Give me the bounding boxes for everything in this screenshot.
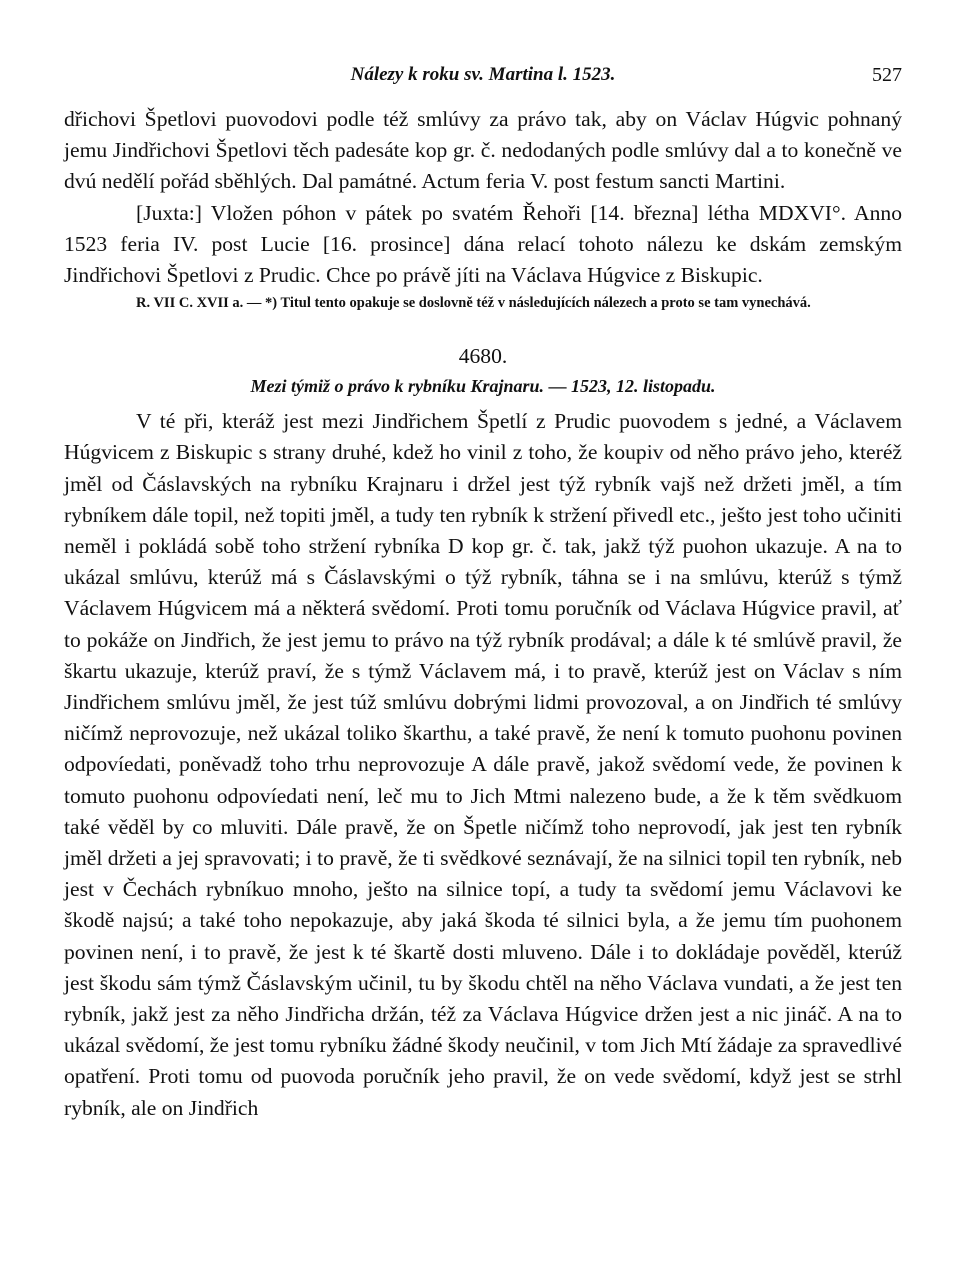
footnote: R. VII C. XVII a. — *) Titul tento opakuje se doslovně též v následujících nálezech a proto se tam vynechává. — [136, 295, 811, 312]
entry-heading — [64, 372, 902, 400]
running-header — [64, 58, 902, 92]
entry-date: 1523, 12. listopadu. — [571, 376, 716, 397]
archival-note: [Juxta:] Vložen póhon v pátek po svatém Řehoři [14. března] létha MDXVI°. Anno 1523 feria IV. post Lucie [16. prosince] dána relací tohoto nálezu ke dskám zemským Jindřichovi Špetlovi z Prudic. Chce po právě jíti na Václava Húgvice z Biskupic. — [64, 200, 902, 288]
entry-title: Mezi týmiž o právo k rybníku Krajnaru. — [250, 376, 544, 397]
running-title: Nálezy k roku sv. Martina l. 1523. — [350, 64, 616, 85]
document-page — [64, 58, 902, 1258]
continuation-paragraph: dřichovi Špetlovi puovodovi podle též smlúvy za právo tak, aby on Václav Húgvic pohnaný jemu Jindřichovi Špetlovi těch padesáte kop gr. č. nedodaných podle smlúvy dal a to konečně ve dvú nedělí pořád sběhlých. Dal památné. Actum feria V. post festum sancti Martini. — [64, 107, 902, 194]
entry-body: V té při, kteráž jest mezi Jindřichem Špetlí z Prudic puovodem s jedné, a Václavem Húgvicem z Biskupic s strany druhé, kdež ho vinil z toho, že koupiv od něho právo jeho, kteréž jměl od Čáslavských na rybníku Krajnaru i držel jest týž rybník vajš než držeti jměl, a tím rybníkem dále topil, než topiti jměl, a tudy ten rybník k stržení přivedl etc., ješto jest toho učiniti neměl i pokládá sobě toho stržení rybníka D kop gr. č. tak, jakž týž puohon ukazuje. A na to ukázal smlúvu, kterúž má s Čáslavskými o týž rybník, táhna se i na smlúvu, kterúž s týmž Václavem Húgvicem má a některá svědomí. Proti tomu poručník od Václava Húgvice pravil, ať to pokáže on Jindřich, že jest jemu to právo na týž rybník prodával; a dále k té smlúvě pravil, že škartu ukazuje, kterúž praví, že s týmž Václavem má, i to pravě, kterúž jest on Václav s ním Jindřichem smlúvu jměl, že jest túž smlúvu dobrými lidmi provozoval, a on Jindřich té smlúvy ničímž neprovozuje, než ukázal toliko škarthu, a také pravě, že není k tomuto puohonu povinen odpovíedati, poněvadž toho trhu neprovozuje A dále pravě, jakož svědomí vede, že povinen k tomuto puohonu odpovíedati není, leč mu to Jich Mtmi nalezeno bude, a že k těm svědkuom také věděl by co mluviti. Dále pravě, že on Špetle ničímž toho neprovodí, jak jest ten rybník jměl držeti a jej spravovati; i to pravě, že ti svědkové seznávají, že na silnici topil ten rybník, neb jest v Čechách rybníkuo mnoho, ješto na silnice topí, a tudy ta svědomí jemu Václavovi ke škodě najsú; a také toho nepokazuje, aby jaká škoda té silnici byla, a že jemu tím puohonem povinen není, i to pravě, že jest k té škartě dosti mluveno. Dále i to dokládaje pověděl, kterúž jest škodu sám týmž Čáslavským učinil, tu by škodu chtěl na něho Václava vundati, a že jest ten rybník, jakž jest za něho Jindřicha držán, též za Václava Húgvice držen jest a nic jináč. A na to ukázal svědomí, že jest tomu rybníku žádné škody neučinil, v tom Jich Mtí žádaje za spravedlivé opatření. Proti tomu od puovoda poručník jeho pravil, že on vede svědomí, když jest se strhl rybník, ale on Jindřich — [64, 409, 902, 1120]
entry-number: 4680. — [458, 344, 508, 369]
page-number: 527 — [872, 64, 902, 86]
entry-separator: — — [548, 376, 567, 397]
